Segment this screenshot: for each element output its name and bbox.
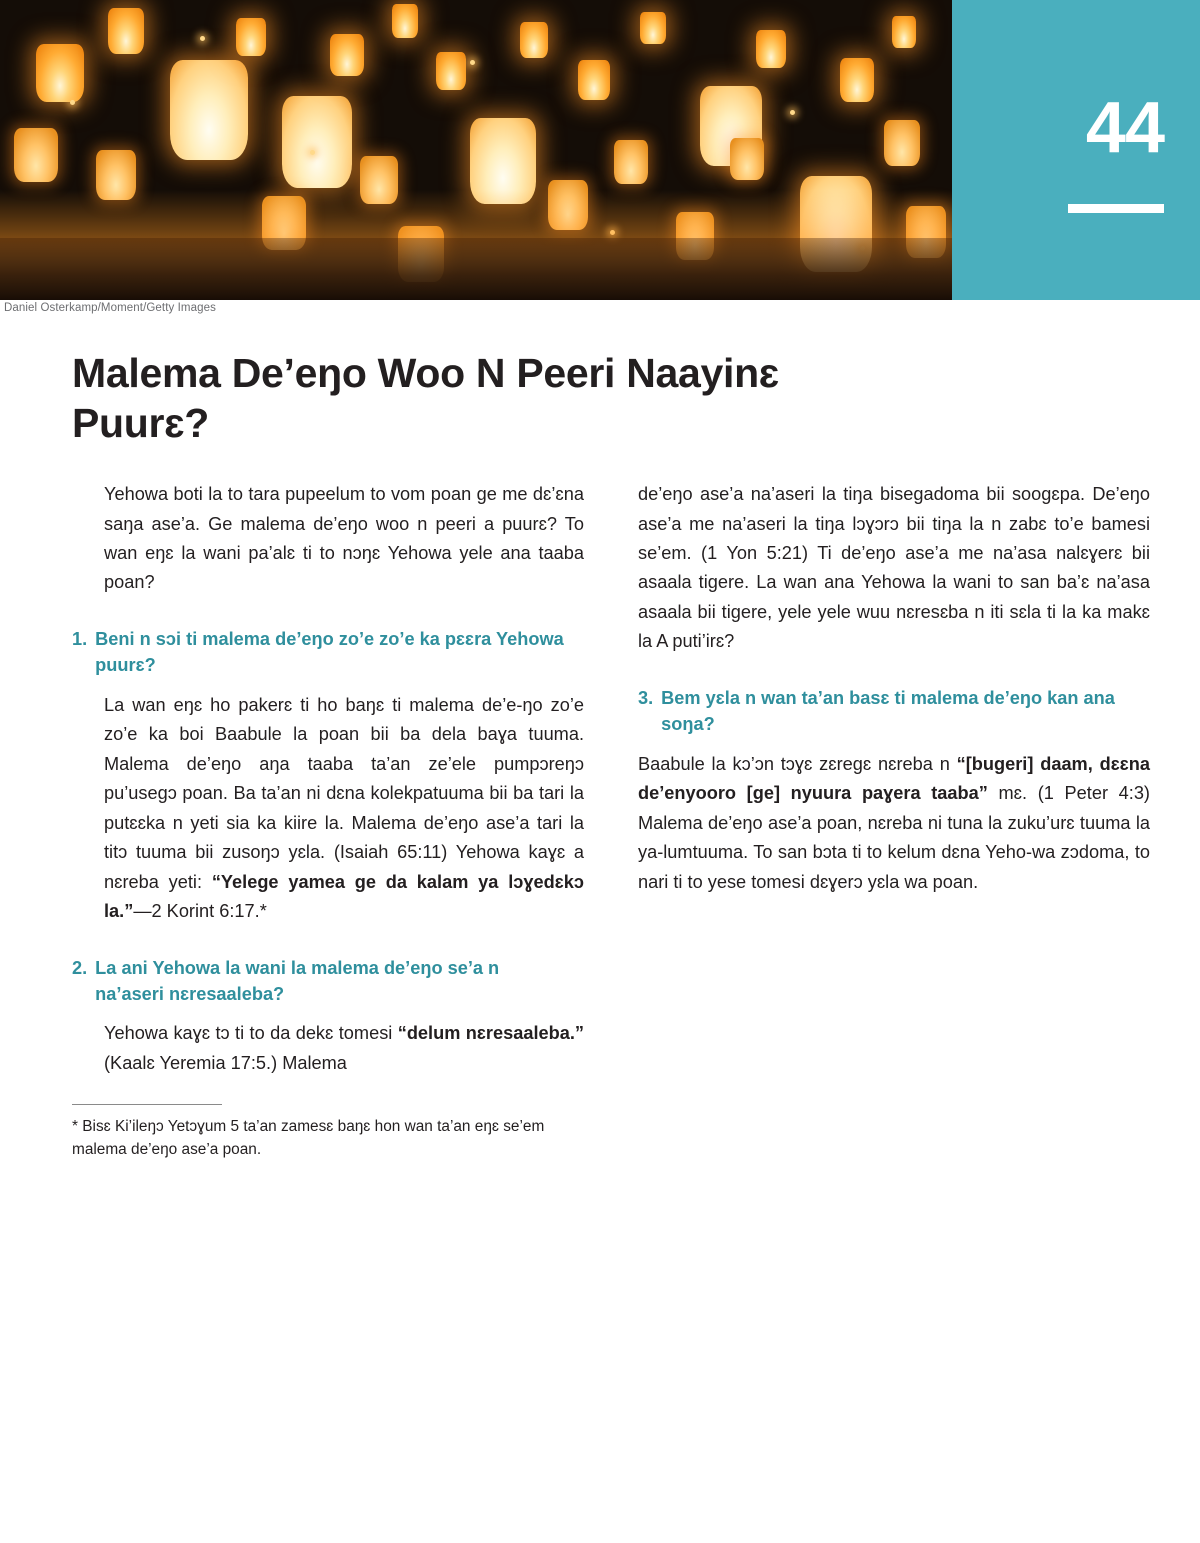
page-title: Malema De’eŋo Woo N Peeri Naayinɛ Puurɛ? (72, 350, 779, 447)
lantern (520, 22, 548, 58)
spark (790, 110, 795, 115)
two-column-layout (0, 448, 1200, 1162)
question-number-2: 2. (72, 957, 88, 978)
answer-1-quote: “Yelege yamea ge da kalam ya lɔɣedɛkɔ la.” (104, 871, 584, 922)
lantern (282, 96, 352, 188)
answer-2-quote: “delum nɛresaaleba.” (397, 1023, 584, 1044)
lantern (730, 138, 764, 180)
lantern (884, 120, 920, 166)
left-column (72, 480, 584, 1162)
question-number-3: 3. (638, 687, 654, 708)
answer-paragraph-1 (72, 691, 584, 927)
hero-banner (0, 0, 1200, 314)
answer-paragraph-2 (72, 1019, 584, 1078)
answer-2-run-2: (Kaalɛ Yeremia 17:5.) Malema (104, 1052, 347, 1073)
question-text-2: La ani Yehowa la wani la malema de’eŋo se’a n na’aseri nɛresaaleba? (95, 957, 500, 1005)
lesson-number-rule (1068, 204, 1164, 213)
article-body (0, 330, 1200, 1162)
lantern (756, 30, 786, 68)
spark (470, 60, 475, 65)
lantern (236, 18, 266, 56)
lantern (436, 52, 466, 90)
answer-2-run-0: Yehowa kaɣɛ tɔ ti to da dekɛ tomesi (104, 1023, 398, 1044)
footnote-text: * Bisɛ Ki’ileŋɔ Yetɔɣum 5 ta’an zamesɛ baŋɛ hon wan ta’an eŋɛ se’em malema de’eŋo ase’a poan. (72, 1118, 545, 1159)
continuation-paragraph: de’eŋo ase’a na’aseri la tiŋa bisegadoma bii soogɛpa. De’eŋo ase’a me na’aseri la tiŋa lɔɣɔrɔ bii tiŋa la n zabɛ to’e bamesi se’em. (1 Yon 5:21) Ti de’eŋo ase’a me na’asa nalɛɣerɛ bii asaala tigere. La wan ana Yehowa la wani to san ba’ɛ na’asa asaala bii tigere, yele yele wuu nɛresɛba n iti sɛla ti la ka makɛ la A puti’irɛ? (638, 484, 1150, 652)
right-column (638, 480, 1150, 897)
lantern (36, 44, 84, 102)
lantern (892, 16, 916, 48)
lantern (330, 34, 364, 76)
lantern (840, 58, 874, 102)
lantern (640, 12, 666, 44)
spark (200, 36, 205, 41)
lantern (108, 8, 144, 54)
lesson-number: 44 (1085, 88, 1164, 168)
crowd-silhouette (0, 238, 952, 300)
lesson-number-block (952, 0, 1200, 300)
lantern (170, 60, 248, 160)
photo-credit: Daniel Osterkamp/Moment/Getty Images (4, 302, 216, 314)
intro-paragraph: Yehowa boti la to tara pupeelum to vom poan ge me dɛ’ɛna saŋa ase’a. Ge malema de’eŋo woo n peeri a puurɛ? To wan eŋɛ la wani pa’alɛ ti to nɔŋɛ Yehowa yele ana taaba poan? (104, 484, 584, 593)
lantern (614, 140, 648, 184)
spark (70, 100, 75, 105)
answer-1-run-2: —2 Korint 6:17.* (133, 901, 267, 922)
question-text-3: Bem yɛla n wan ta’an basɛ ti malema de’eŋo kan ana soŋa? (661, 687, 1115, 735)
answer-3-quote: “[bugeri] daam, dɛɛna de’enyooro [ge] nyuura paɣera taaba” (638, 753, 1150, 804)
answer-1-run-0: La wan eŋɛ ho pakerɛ ti ho baŋɛ ti malema de’e-ŋo zo’e zo’e ka boi Baabule la poan bii ba dela baɣa tuuma. Malema de’eŋo aŋa taaba ta’an ze’ele pumpɔreŋɔ pu’usegɔ poan. Ba ta’an ni dɛna kolekpatuuma bii ba tari la putɛɛka n yeti sia ka kiire la. Malema de’eŋo ase’a tari la titɔ tuuma bii zusoŋɔ yɛla. (Isaiah 65:11) Yehowa kaɣɛ a nɛreba yeti: (104, 694, 584, 892)
hero-photo (0, 0, 952, 300)
footnote-divider (72, 1104, 222, 1105)
lantern (392, 4, 418, 38)
lantern (14, 128, 58, 182)
spark (310, 150, 315, 155)
lantern (578, 60, 610, 100)
question-number-1: 1. (72, 628, 88, 649)
question-heading-3 (638, 685, 1150, 738)
question-heading-1 (72, 626, 584, 679)
answer-paragraph-3 (638, 750, 1150, 897)
answer-3-run-0: Baabule la kɔ’ɔn tɔɣɛ zɛregɛ nɛreba n (638, 753, 957, 774)
question-heading-2 (72, 955, 584, 1008)
answer-3-run-2: mɛ. (1 Peter 4:3) Malema de’eŋo ase’a poan, nɛreba ni tuna la zuku’urɛ tuuma la ya-lumtuuma. To san bɔta ti to kelum dɛna Yeho-wa zɔdoma, to nari ti to yese tomesi dɛɣerɔ yɛla wa poan. (638, 783, 1150, 892)
question-text-1: Beni n sɔi ti malema de’eŋo zo’e zo’e ka pɛɛra Yehowa puurɛ? (95, 628, 564, 676)
